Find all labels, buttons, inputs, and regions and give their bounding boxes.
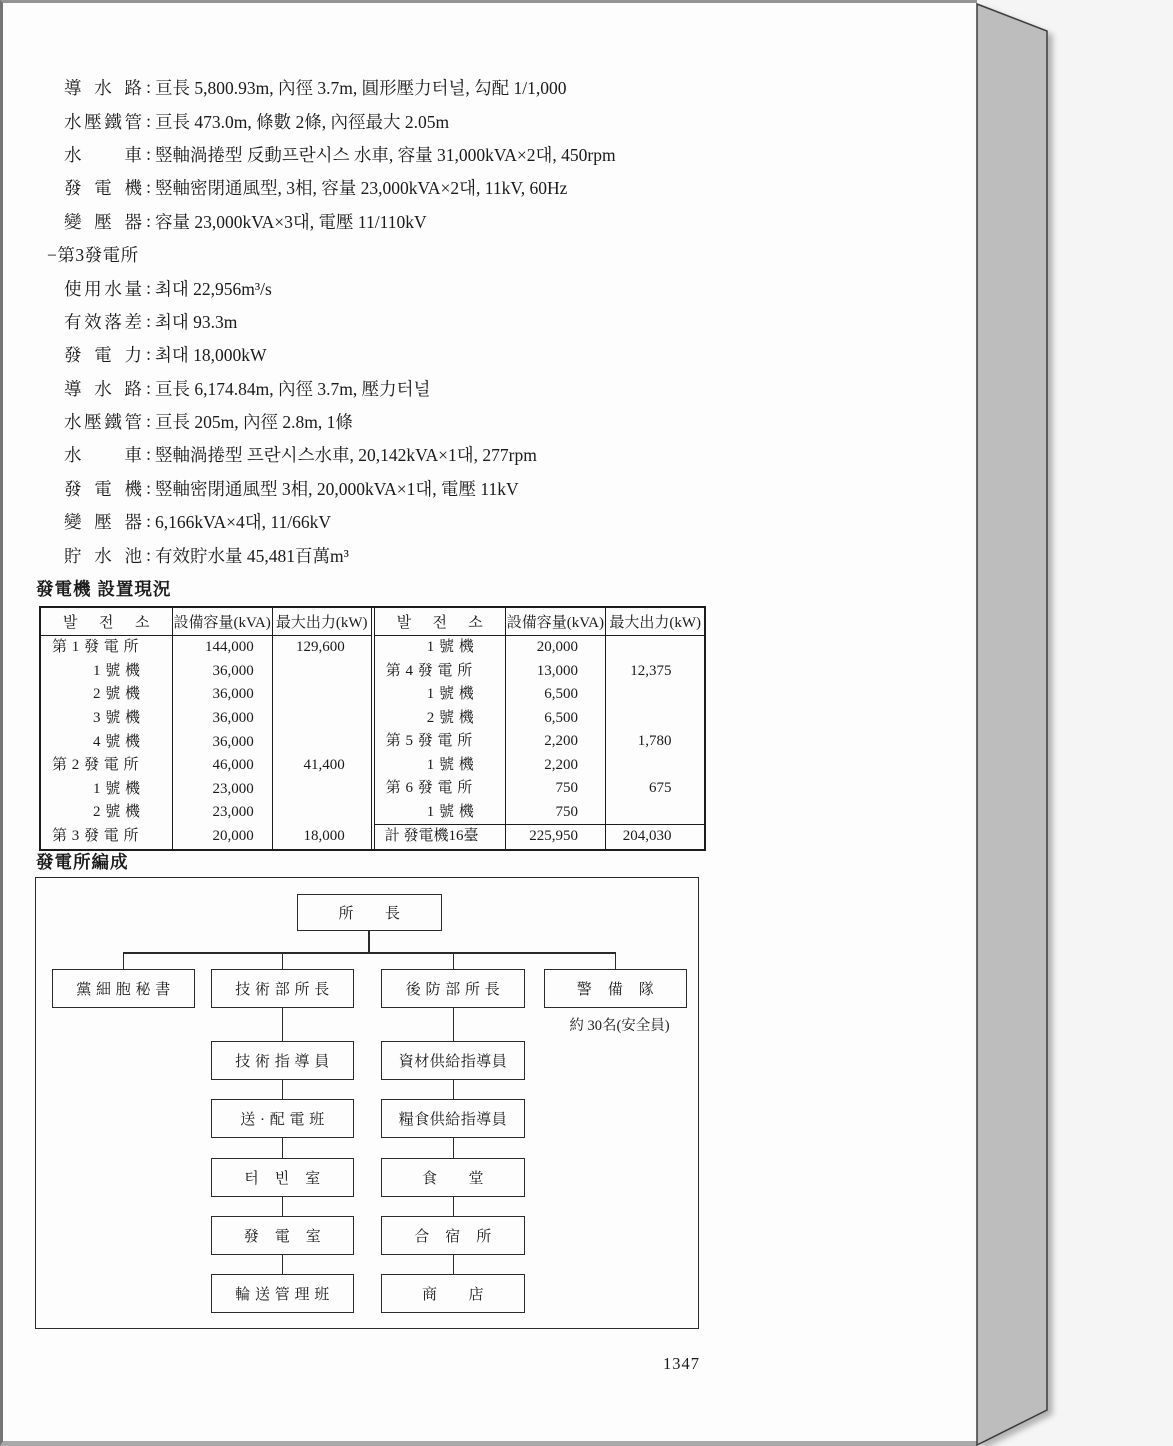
- table-row: 1 號 機 23,000: [41, 778, 371, 802]
- spec-value: 亘長 205m, 內徑 2.8m, 1條: [155, 412, 353, 433]
- spec-colon: :: [146, 544, 151, 565]
- col-header-station: 발 전 소: [374, 608, 505, 636]
- spec-value: 최대 93.3m: [155, 311, 238, 332]
- org-box-dormitory: 合 宿 所: [381, 1216, 525, 1255]
- connector-line: [282, 1008, 284, 1041]
- connector-line: [453, 1255, 455, 1274]
- table-row: 2 號 機 36,000: [41, 683, 371, 707]
- spec-colon: :: [146, 477, 151, 498]
- generator-table-right: [374, 608, 705, 849]
- col-header-station: 발 전 소: [41, 608, 172, 636]
- org-box-director: 所 長: [297, 894, 442, 931]
- org-chart: [35, 877, 699, 1329]
- org-box-generator-room: 發 電 室: [211, 1216, 354, 1255]
- table-row: 1 號 機 36,000: [41, 660, 371, 684]
- guard-unit-note: 約 30名(安全員): [569, 1018, 670, 1034]
- spec-colon: :: [146, 411, 151, 432]
- connector-line: [282, 1138, 284, 1158]
- table-total-row: 計 發電機16臺 225,950 204,030: [374, 825, 704, 849]
- spec-line: [64, 338, 616, 371]
- spec-colon: :: [146, 110, 151, 131]
- table-row: 3 號 機 36,000: [41, 707, 371, 731]
- spec-colon: :: [146, 511, 151, 532]
- connector-line: [453, 1080, 455, 1099]
- connector-line: [615, 952, 617, 969]
- spec-line: [64, 405, 616, 438]
- spec-line: [64, 305, 616, 338]
- spec-label: 發 電 機: [64, 478, 142, 499]
- spec-value: 有效貯水量 45,481百萬m³: [155, 545, 349, 566]
- org-box-technical-instructor: 技 術 指 導 員: [211, 1041, 354, 1080]
- table-row: 4 號 機 36,000: [41, 730, 371, 754]
- spec-line: [64, 372, 616, 405]
- spec-list: [47, 71, 616, 572]
- spec-label: 變 壓 器: [64, 512, 142, 533]
- spec-line: [64, 472, 616, 505]
- org-box-turbine-room: 터 빈 室: [211, 1158, 354, 1197]
- generator-table: [39, 606, 706, 851]
- spec-value: 최대 22,956m³/s: [155, 278, 272, 299]
- spec-subheading-plant3: −第3發電所: [47, 245, 139, 266]
- col-header-output: 最大出力(kW): [605, 608, 704, 636]
- spec-value: 竪軸渦捲型 反動프란시스 水車, 容量 31,000kVA×2대, 450rpm: [155, 144, 616, 165]
- spec-value: 竪軸密閉通風型 3相, 20,000kVA×1대, 電壓 11kV: [155, 478, 519, 499]
- spec-line: [64, 71, 616, 104]
- spec-label: 使用水量: [64, 278, 142, 299]
- spec-colon: :: [146, 210, 151, 231]
- connector-line: [453, 1138, 455, 1158]
- spec-line: [64, 205, 616, 238]
- col-header-capacity: 設備容量(kVA): [172, 608, 272, 636]
- spec-colon: :: [146, 143, 151, 164]
- spec-line: [64, 538, 616, 571]
- connector-line: [453, 1008, 455, 1041]
- col-header-output: 最大出力(kW): [272, 608, 371, 636]
- connector-line: [282, 1255, 284, 1274]
- spec-line: [64, 505, 616, 538]
- connector-line: [282, 1197, 284, 1216]
- spec-label: 水 車: [64, 445, 142, 466]
- org-box-transmission-distribution-team: 送 · 配 電 班: [211, 1099, 354, 1138]
- spec-value: 亘長 473.0m, 條數 2條, 內徑最大 2.05m: [155, 111, 450, 132]
- table-row: 第 6 發 電 所 750 675: [374, 777, 704, 801]
- spec-label: 水壓鐵管: [64, 111, 142, 132]
- table-row: 1 號 機 20,000: [374, 636, 704, 660]
- table-row: 2 號 機 6,500: [374, 707, 704, 731]
- org-box-technical-dept-head: 技 術 部 所 長: [211, 969, 354, 1008]
- org-box-cafeteria: 食 堂: [381, 1158, 525, 1197]
- spec-line: [64, 104, 616, 137]
- table-row: 1 號 機 2,200: [374, 754, 704, 778]
- org-box-party-cell-secretary: 黨 細 胞 秘 書: [52, 969, 195, 1008]
- spec-colon: :: [146, 77, 151, 98]
- spec-label: 發 電 力: [64, 345, 142, 366]
- spec-colon: :: [146, 377, 151, 398]
- spec-colon: :: [146, 177, 151, 198]
- table-row: 第 2 發 電 所 46,000 41,400: [41, 754, 371, 778]
- spec-value: 亘長 6,174.84m, 內徑 3.7m, 壓力터널: [155, 378, 431, 399]
- connector-line: [368, 931, 370, 952]
- spec-label: 貯 水 池: [64, 545, 142, 566]
- org-box-logistics-dept-head: 後 防 部 所 長: [381, 969, 525, 1008]
- spec-label: 導 水 路: [64, 378, 142, 399]
- spec-line: [64, 171, 616, 204]
- spec-value: 亘長 5,800.93m, 內徑 3.7m, 圓形壓力터널, 勾配 1/1,000: [155, 78, 567, 99]
- spec-value: 容量 23,000kVA×3대, 電壓 11/110kV: [155, 211, 427, 232]
- connector-line: [282, 952, 284, 969]
- spec-value: 竪軸渦捲型 프란시스水車, 20,142kVA×1대, 277rpm: [155, 445, 537, 466]
- spec-label: 水 車: [64, 144, 142, 165]
- connector-line: [282, 1080, 284, 1099]
- table-row: 1 號 機 6,500: [374, 683, 704, 707]
- table-row: 第 5 發 電 所 2,200 1,780: [374, 730, 704, 754]
- page-number: 1347: [663, 1354, 700, 1373]
- generator-table-left: [41, 608, 372, 849]
- col-header-capacity: 設備容量(kVA): [505, 608, 605, 636]
- spec-value: 竪軸密閉通風型, 3相, 容量 23,000kVA×2대, 11kV, 60Hz: [155, 178, 568, 199]
- spec-label: 有效落差: [64, 311, 142, 332]
- spec-line: [64, 438, 616, 471]
- spec-value: 최대 18,000kW: [155, 345, 267, 366]
- connector-line: [453, 1197, 455, 1216]
- spec-colon: :: [146, 344, 151, 365]
- connector-line: [123, 952, 616, 954]
- spec-label: 導 水 路: [64, 78, 142, 99]
- org-box-guard-unit: 警 備 隊: [544, 969, 687, 1008]
- connector-line: [453, 952, 455, 969]
- table-row: 第 4 發 電 所 13,000 12,375: [374, 660, 704, 684]
- spec-colon: :: [146, 310, 151, 331]
- spec-line: [64, 138, 616, 171]
- table-row: 2 號 機 23,000: [41, 801, 371, 825]
- org-box-food-supply-instructor: 糧食供給指導員: [381, 1099, 525, 1138]
- spec-line: [64, 271, 616, 304]
- org-chart-title: 發電所編成: [36, 852, 129, 872]
- spec-label: 水壓鐵管: [64, 412, 142, 433]
- spec-colon: :: [146, 444, 151, 465]
- table-row: 1 號 機 750: [374, 801, 704, 825]
- connector-line: [123, 952, 125, 969]
- spec-colon: :: [146, 277, 151, 298]
- spec-value: 6,166kVA×4대, 11/66kV: [155, 512, 332, 533]
- table-row: 第 3 發 電 所 20,000 18,000: [41, 825, 371, 849]
- org-box-transport-management-team: 輪 送 管 理 班: [211, 1274, 354, 1313]
- generator-table-title: 發電機 設置現況: [36, 579, 172, 599]
- org-box-shop: 商 店: [381, 1274, 525, 1313]
- table-row: 第 1 發 電 所 144,000 129,600: [41, 636, 371, 660]
- spec-label: 發 電 機: [64, 178, 142, 199]
- spec-label: 變 壓 器: [64, 211, 142, 232]
- org-box-material-supply-instructor: 資材供給指導員: [381, 1041, 525, 1080]
